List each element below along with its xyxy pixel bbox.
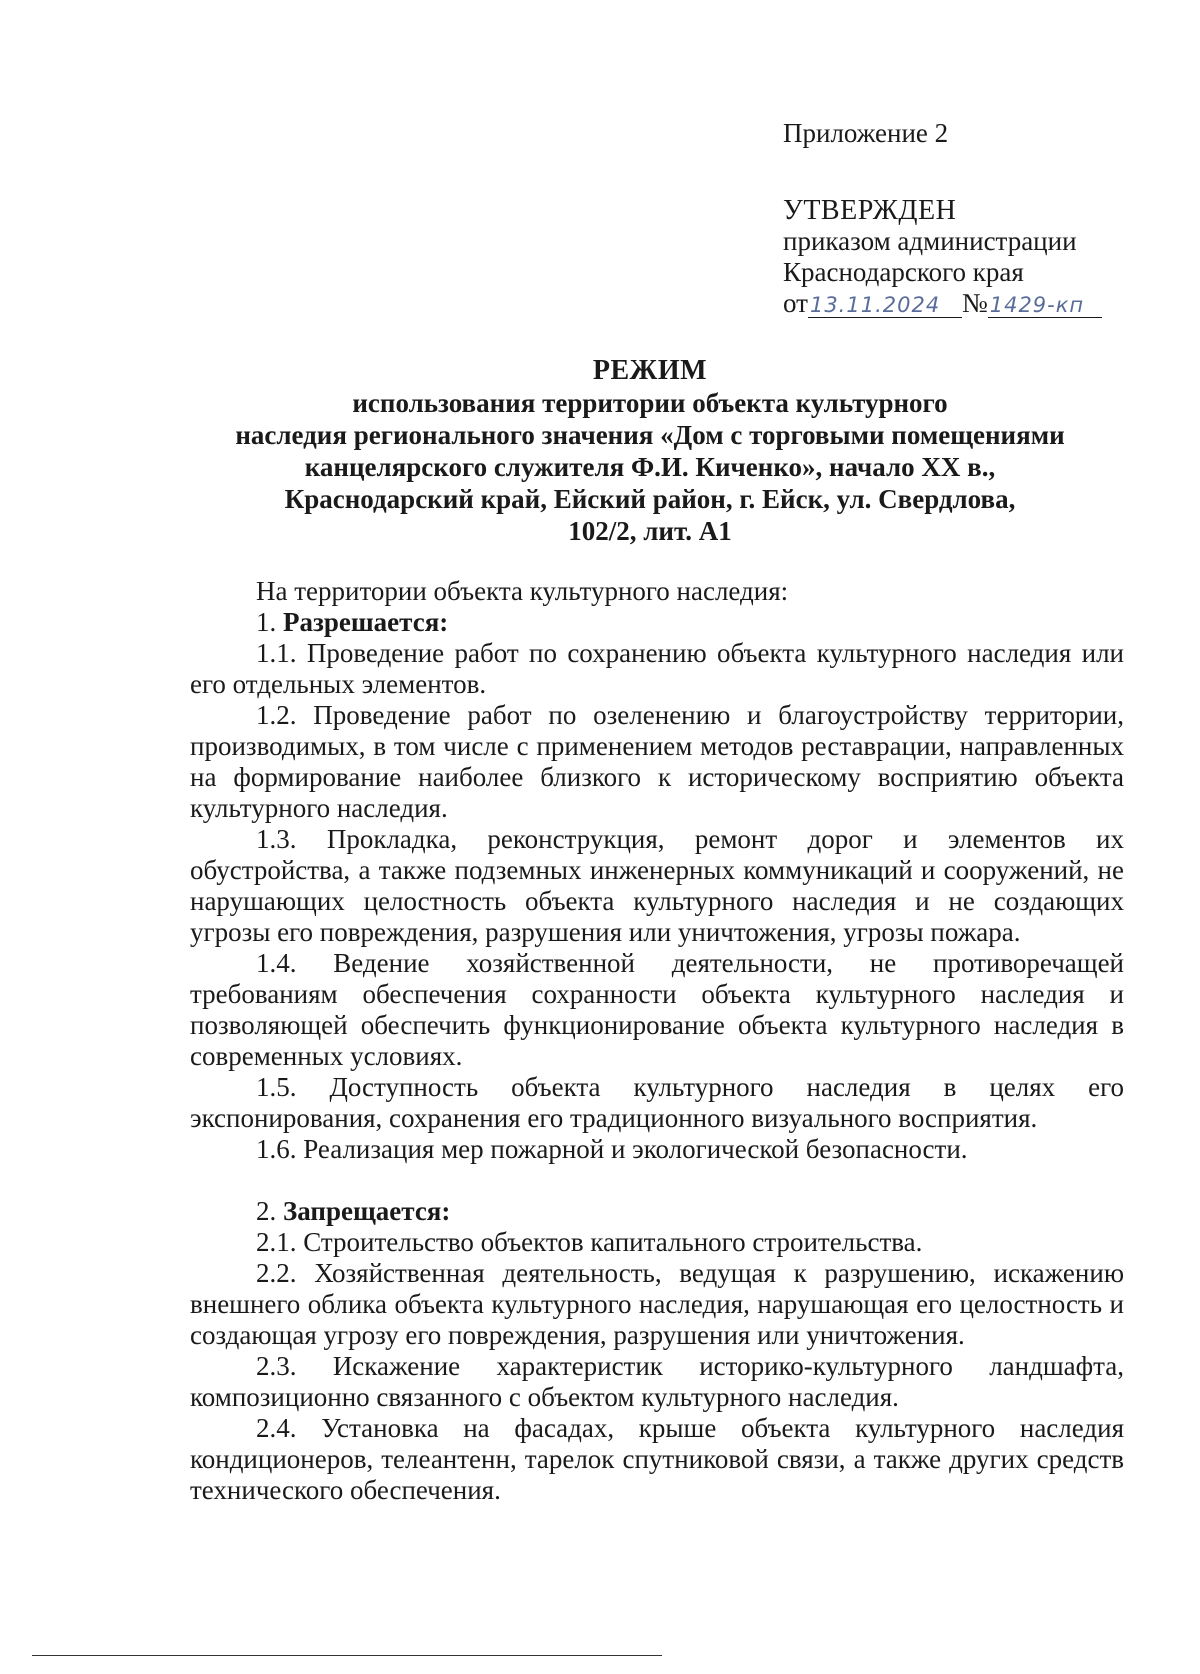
footer-rule (32, 1655, 662, 1656)
number-prefix: № (961, 288, 988, 318)
clause: 2.2. Хозяйственная деятельность, ведущая к разрушению, искажению внешнего облика объекта культурного наследия, нарушающая его целостность и создающая угрозу его повреждения, разрушения или уничтожения. (190, 1258, 1124, 1350)
clause: 1.4. Ведение хозяйственной деятельности, не противоречащей требованиям обеспечения сохранности объекта культурного наследия и позволяющей обеспечить функционирование объекта культурного наследия в современных условиях. (190, 948, 1124, 1071)
section-number: 1. (256, 607, 277, 637)
title-line: наследия регионального значения «Дом с торговыми помещениями (235, 420, 1065, 450)
clause: 1.3. Прокладка, реконструкция, ремонт дорог и элементов их обустройства, а также подземных инженерных коммуникаций и сооружений, не нарушающих целостность объекта культурного наследия и не создающих угрозы его повреждения, разрушения или уничтожения, угрозы пожара. (190, 824, 1124, 947)
clause: 2.1. Строительство объектов капитального строительства. (256, 1227, 923, 1257)
section-number: 2. (256, 1196, 277, 1226)
clause: 1.5. Доступность объекта культурного наследия в целях его экспонирования, сохранения его традиционного визуального восприятия. (190, 1072, 1124, 1133)
handwritten-number: 1429-кп (988, 293, 1102, 318)
annex-label: Приложение 2 (783, 118, 949, 148)
approval-line-2: Краснодарского края (783, 257, 1024, 287)
section-title: Разрешается: (283, 607, 449, 637)
title-line: 102/2, лит. А1 (568, 516, 732, 546)
section-title: Запрещается: (283, 1196, 451, 1226)
approved-label: УТВЕРЖДЕН (783, 195, 957, 226)
approval-date-line (783, 288, 1102, 319)
section-2-heading (190, 1196, 1124, 1227)
approval-line-1: приказом администрации (783, 226, 1077, 256)
clause: 2.3. Искажение характеристик историко-культурного ландшафта, композиционно связанного с объектом культурного наследия. (190, 1351, 1124, 1412)
approval-block (783, 118, 1102, 319)
document-title (120, 355, 1180, 547)
clause: 2.4. Установка на фасадах, крыше объекта культурного наследия кондиционеров, телеантенн, тарелок спутниковой связи, а также других средств технического обеспечения. (190, 1413, 1124, 1505)
title-line: использования территории объекта культурного (352, 388, 948, 418)
date-prefix: от (783, 288, 808, 318)
clause: 1.1. Проведение работ по сохранению объекта культурного наследия или его отдельных элементов. (190, 638, 1124, 699)
clause: 1.6. Реализация мер пожарной и экологической безопасности. (256, 1134, 968, 1164)
section-1-heading (190, 607, 1124, 638)
title-line: Краснодарский край, Ейский район, г. Ейск, ул. Свердлова, (284, 484, 1016, 514)
intro-paragraph: На территории объекта культурного наследия: (256, 576, 789, 606)
title-heading: РЕЖИМ (592, 355, 708, 386)
document-body (190, 576, 1124, 1506)
handwritten-date: 13.11.2024 (808, 293, 962, 318)
clause: 1.2. Проведение работ по озеленению и благоустройству территории, производимых, в том числе с применением методов реставрации, направленных на формирование наиболее близкого к историческому восприятию объекта культурного наследия. (190, 700, 1124, 823)
title-line: канцелярского служителя Ф.И. Киченко», начало XX в., (304, 452, 996, 482)
